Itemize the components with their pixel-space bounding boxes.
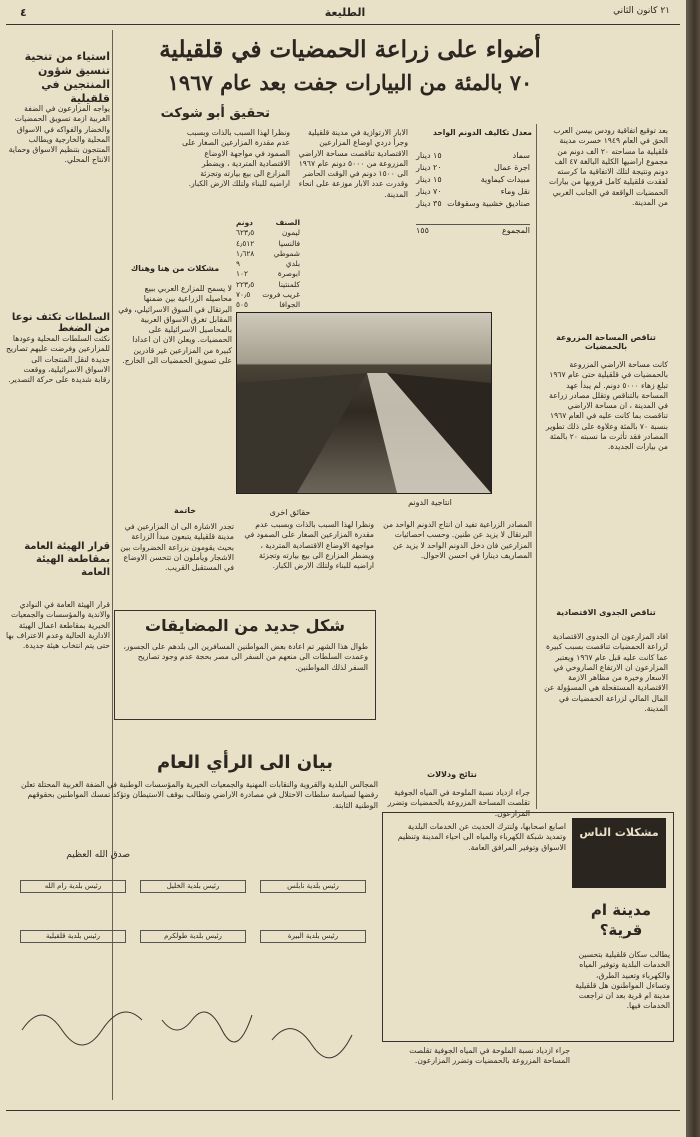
varieties-table: الصنف دونم ليمون ٦٢٣٫٥ فالنسيا ٤٫٥١٢ شموطي ١٫٦٢٨ بلدي ٩ ابوصرة ١٠٢ كلمنتينا ٢٢٣٫٥ غريب فروت ٧٠٫٥ الجوافا ٥٠٥ <box>236 218 300 310</box>
signature-scribbles <box>12 990 372 1070</box>
signature: رئيس بلدية الخليل <box>140 880 246 893</box>
main-headline-line1: أضواء على زراعة الحمضيات في قلقيلية <box>159 36 541 63</box>
cost-row: نقل وماء ٧٠ دينار <box>416 187 530 196</box>
production-text: المصادر الزراعية تفيد ان انتاج الدونم الواحد من البرتقال لا يزيد عن طنين. وحسب احصائيات المزارعين فان دخل الدونم الواحد لا يزيد عن المصاريف دينارا في احسن الاحوال. <box>383 520 532 560</box>
area-text: كانت مساحة الاراضي المزروعة بالحمضيات في قلقيلية حتى عام ١٩٦٧ تبلغ زهاء ٥٠٠٠ دونم. لم يبدأ عهد المساحة بالتناقص وتقلل مصادر زراعة في المدينة ، ان مساحة الاراضي تناقصت بما كانت عليه في العام ١٩٦٧ بنسبة ٧٠ بالمئة وعلاوة على ذلك تطوير المصادر فقد تأثرت ما نسبته ٢٠ بالمئة من بيارات الجديدة. <box>545 360 668 452</box>
variety-row: ابوصرة ١٠٢ <box>236 269 300 279</box>
cost-row: سماد ١٥ دينار <box>416 151 530 160</box>
statement-text: المجالس البلدية والقروية والنقابات المهنية والجمعيات الخيرية والمؤسسات الوطنية في الضفة الغربية المحتلة تعلن رفضها لسياسة سلطات الاحتلال في مصادرة الاراضي وتطالب بوقف الاستيطان وتؤكد تمسك المواطنين بحقوقهم الوطنية الثابتة. <box>21 780 378 810</box>
harassment-title: شكل جديد من المضايقات <box>145 616 345 635</box>
variety-row: شموطي ١٫٦٢٨ <box>236 248 300 258</box>
village-title: مدينة ام قرية؟ <box>590 901 652 939</box>
right-column-title: استياء من تنحية تنسيق شؤون المنتجين في قلقيلية <box>24 50 110 105</box>
statement-closing: صدق الله العظيم <box>66 850 130 860</box>
signature: رئيس بلدية نابلس <box>260 880 366 893</box>
subhead-economy: تناقص الجدوى الاقتصادية <box>556 608 656 617</box>
right-text-2: نكثت السلطات المحلية وعودها للمزارعين وفرضت عليهم تصاريح جديدة لنقل المنتجات الى الاسواق الاسرائيلية، ووقعت رقابة شديدة على حركة التصدير. <box>5 334 110 385</box>
variety-row: بلدي ٩ <box>236 259 300 269</box>
costs-title: معدل تكاليف الدونم الواحد <box>432 128 532 137</box>
main-intro: بعد توقيع اتفاقية رودس بيسن العرب الحق في العام ١٩٤٩ خسرت مدينة قلقيلية ما مساحته ٢٠ الف دونم من مجموع اراضيها الكلية البالغة ٤٧ الف دونم ونتيجة لتلك الاتفاقية ما كرسته لفقدت قلقيلية كامل قروبها من بيارات الحمضيات الواقعة في الجانب الغربي من المدينة. <box>548 126 668 208</box>
signature: رئيس بلدية طولكرم <box>140 930 246 943</box>
binding-spine <box>686 0 700 1137</box>
orchard-road-photo <box>236 312 492 494</box>
cost-total-row: المجموع ١٥٥ <box>416 226 530 235</box>
subhead-problems: مشكلات من هنا وهناك <box>130 264 220 273</box>
lower-middle-text: تجدر الاشارة الى ان المزارعين في مدينة قلقيلية يتبعون مبدأ الزراعة بحيث يقومون بزراعة الخضروات بين الاشجار ويأملون ان تتحسن الاوضاع في المستقبل القريب. <box>120 522 234 573</box>
header-rule <box>6 24 680 25</box>
subhead-area: تناقص المساحة المزروعة بالحمضيات <box>556 333 656 351</box>
right-text-1: يواجه المزارعون في الضفة الغربية ازمة تسويق الحمضيات والخضار والفواكه في الاسواق المحلية والخارجية ويطالب المنتجون بتنظيم الاسواق وحماية الانتاج المحلي. <box>8 104 110 165</box>
variety-row: الجوافا ٥٠٥ <box>236 300 300 310</box>
signature: رئيس بلدية رام الله <box>20 880 126 893</box>
right-box-title: قرار الهيئة العامة بمقاطعة الهيئة العامة <box>24 541 110 578</box>
cost-row: اجرة عمال ٢٠ دينار <box>416 163 530 172</box>
cost-row: مبيدات كيماوية ١٥ دينار <box>416 175 530 184</box>
village-text: يطالب سكان قلقيلية بتحسين الخدمات البلدية وتوفير المياه والكهرباء وتعبيد الطرق، وتساءل المواطنون هل قلقيلية مدينة ام قرية بعد ان تراجعت الخدمات فيها. <box>575 950 670 1011</box>
marketing-text: لا يسمح للمزارع العربي ببيع محاصيله الزراعية بين ضمنها البرتقال في السوق الاسرائيلي، وفي المقابل تغرق الاسواق العربية بالمحاصيل الاسرائيلية على الحمضيات. ويعلن الان ان اعدادا كبيرة من المزارعين غير قادرين على تسويق الحمضيات الى الخارج. <box>118 284 232 366</box>
economy-text: افاد المزارعون ان الجدوى الاقتصادية لزراعة الحمضيات تناقصت بسبب كبيرة عما كانت عليه قبل عام ١٩٦٧ ويعتبر المزارعون ان الارتفاع الصاروخي في الاسعار وخيرة من مظاهر الازمة الاقتصادية المستفحلة هي المسؤولة عن المال المالي لزراعة الحمضيات في المدينة. <box>544 632 668 714</box>
right-text-3: قرار الهيئة العامة في النوادي والاندية والمؤسسات والجمعيات الخيرية بمقاطعة اعمال الهيئة الادارية الحالية وعدم الاعتراف بها حتى يتم انتخاب هيئة جديدة. <box>5 600 110 651</box>
harassment-text: طوال هذا الشهر تم اعادة بعض المواطنين المسافرين الى بلدهم على الجسور، وعمدت السلطات الى منعهم من السفر الى مصر بحجة عدم وجود تصاريح السفر لذلك المواطنين. <box>123 642 368 672</box>
village-banner-text: مشكلات الناس <box>579 826 659 839</box>
road-drawing <box>237 313 491 493</box>
paper-name: الطليعة <box>324 6 366 19</box>
results-subhead: نتائج ودلالات <box>427 770 477 779</box>
col-text-2: ونظرا لهذا السبب بالذات وبسبب عدم مقدرة المزارعين الصغار على الصمود في مواجهة الاوضاع الاقتصادية المتردية ، ويضطر المزارع الى بيع بيارته وتجزئة اراضيه للبناء ولتلك الارض الكبار. <box>182 128 290 189</box>
signature: رئيس بلدية قلقيلية <box>20 930 126 943</box>
photo-caption-3: انتاجية الدونم <box>408 498 452 507</box>
photo-caption-2: حقائق اخرى <box>269 508 311 517</box>
main-headline-line2: ٧٠ بالمئة من البيارات جفت بعد عام ١٩٦٧ <box>167 70 533 95</box>
bottom-middle-text: جراء ازدياد نسبة الملوحة في المياه الجوفية تقلصت المساحة المزروعة بالحمضيات وتضرر المزارعون. <box>409 1046 570 1066</box>
middle-text: الابار الارتوازية في مدينة قلقيلية وجرأ دردي اوضاع المزارعين الاقتصادية تناقصت مساحة الاراضي المزروعة من ٥٠٠٠ دونم عام ١٩٦٧ الى ١٥٠٠ دونم في الوقت الحاضر وقدرت عدد الابار موزعة على انحاء المدينة. <box>298 128 408 199</box>
photo-caption-1: خاتمة <box>174 506 196 515</box>
variety-row: فالنسيا ٤٫٥١٢ <box>236 238 300 248</box>
results-text: جراء ازدياد نسبة الملوحة في المياه الجوفية تقلصت المساحة المزروعة بالحمضيات وتضرر المزارعون. <box>387 788 530 818</box>
variety-row: ليمون ٦٢٣٫٥ <box>236 228 300 238</box>
issue-date: ٢١ كانون الثاني <box>613 6 670 16</box>
costs-table <box>416 150 530 237</box>
page-number: ٤ <box>20 6 27 19</box>
statement-title: بيان الى الرأي العام <box>156 752 333 773</box>
col-lower: ونظرا لهذا السبب بالذات وبسبب عدم مقدرة المزارعين الصغار على الصمود في مواجهة الاوضاع الاقتصادية المتردية ، ويضطر المزارع الى بيع بيارته وتجزئة اراضيه للبناء ولتلك الارض الكبار. <box>244 520 374 571</box>
signature: رئيس بلدية البيرة <box>260 930 366 943</box>
byline: تحقيق أبو شوكت <box>160 106 270 121</box>
cost-row: صناديق خشبية وسقوفات ٣٥ دينار <box>416 199 530 208</box>
village-text-2: اصابع اصحابها، ولنترك الحديث عن الخدمات البلدية وتمديد شبكة الكهرباء والمياه الى احياء المدينة وتنظيم الاسواق وتوفير المرافق العامة. <box>397 822 566 852</box>
right-subhead: السلطات تكثف نوعا من الضغط <box>11 312 110 334</box>
variety-row: غريب فروت ٧٠٫٥ <box>236 290 300 300</box>
variety-row: كلمنتينا ٢٢٣٫٥ <box>236 279 300 289</box>
